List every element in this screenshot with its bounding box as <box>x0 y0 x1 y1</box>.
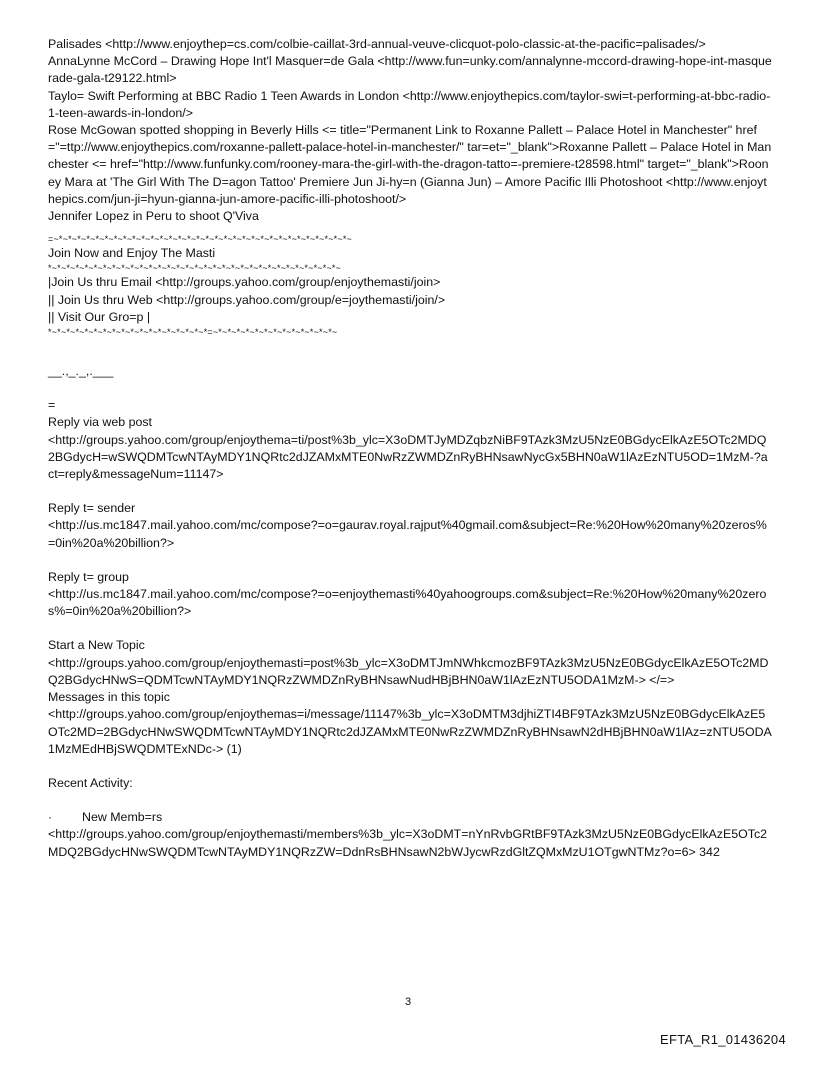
reply-web-link[interactable]: <http://groups.yahoo.com/group/enjoythema=ti/post%3b_ylc=X3oDMTJyMDZqbzNiBF9TAzk3MzU5NzE0BGdycElkAzE5OTc2MDQ2BGdycH=wSWQDMTcwNTAyMDY1NQRtc2dJZAMxMTE0NwRzZWMDZnRyBHNsawNycGx5BHN0aW1lAzEzNTU5OD=1MzM-?act=reply&messageNum=11147> <box>48 432 768 482</box>
new-topic-link[interactable]: <http://groups.yahoo.com/group/enjoythemasti=post%3b_ylc=X3oDMTJmNWhkcmozBF9TAzk3MzU5NzE0BGdycElkAzE5OTc2MDQ2BGdycHNwS=QDMTcwNTAyMDY1NQRzZWMDZnRyBHNsawNudHBjBHN0aW1lAzEzNTU5ODA1MzM-> </=> <box>48 655 769 687</box>
reply-web-label: Reply via web post <box>48 415 152 430</box>
bullet-icon: · <box>48 810 53 825</box>
separator-line: __.,_._,.___ <box>48 364 114 379</box>
new-members-label: New Memb=rs <box>82 810 163 825</box>
join-email-line: |Join Us thru Email <http://groups.yahoo.com/group/enjoythemasti/join> <box>48 275 441 290</box>
new-members-item <box>48 809 772 826</box>
document-id: EFTA_R1_01436204 <box>660 1032 786 1047</box>
equals-line: = <box>48 398 56 413</box>
reply-group-label: Reply t= group <box>48 569 129 584</box>
star-divider: *~*~*~*~*~*~*~*~*~*~*~*~*~*~*~*~*~*~*~*~*~*~*~*~*~*~*~*~*~*~*~*~ <box>48 263 342 274</box>
page-number: 3 <box>404 996 412 1008</box>
new-topic-label: Start a New Topic <box>48 638 145 653</box>
recent-activity-label: Recent Activity: <box>48 775 133 790</box>
join-title: Join Now and Enjoy The Masti <box>48 246 216 261</box>
star-divider: *~*~*~*~*~*~*~*~*~*~*~*~*~*~*~*~*~*=~*~*~*~*~*~*~*~*~*~*~*~*~*~ <box>48 327 338 338</box>
reply-sender-label: Reply t= sender <box>48 501 136 516</box>
reply-sender-link[interactable]: <http://us.mc1847.mail.yahoo.com/mc/compose?=o=gaurav.royal.rajput%40gmail.com&subject=Re:%20How%20many%20zeros%=0in%20a%20billion?> <box>48 518 767 550</box>
star-divider: =~*~*~*~*~*~*~*~*~*~*~*~*~*~*~*~*~*~*~*~*~*~*~*~*~*~*~*~*~*~*~*~*~ <box>48 234 352 245</box>
text-line: Jennifer Lopez in Peru to shoot Q'Viva <box>48 209 259 224</box>
messages-label: Messages in this topic <box>48 690 170 705</box>
reply-group-link[interactable]: <http://us.mc1847.mail.yahoo.com/mc/compose?=o=enjoythemasti%40yahoogroups.com&subject=Re:%20How%20many%20zeros%=0in%20a%20billion?> <box>48 587 767 619</box>
text-line: Rose McGowan spotted shopping in Beverly Hills <= title="Permanent Link to Roxanne Pallett – Palace Hotel in Manchester" href="=ttp://www.enjoythepics.com/roxanne-pallett-palace-hotel-in-manchester/" tar=et="_blank">Roxanne Pallett – Palace Hotel in Manchester <= href="http://www.funfunky.com/rooney-mara-the-girl-with-the-dragon-tatto=-premiere-t28598.html" target="_blank">Rooney Mara at 'The Girl With The D=agon Tattoo' Premiere Jun Ji-hy=n (Gianna Jun) – Amore Pacific Illi Photoshoot <http://www.enjoythepics.com/jun-ji=hyun-gianna-jun-amore-pacific-illi-photoshoot/> <box>48 123 772 206</box>
visit-group-line: || Visit Our Gro=p | <box>48 309 151 324</box>
new-members-link[interactable]: <http://groups.yahoo.com/group/enjoythemasti/members%3b_ylc=X3oDMT=nYnRvbGRtBF9TAzk3MzU5NzE0BGdycElkAzE5OTc2MDQ2BGdycHNwSWQDMTcwNTAyMDY1NQRzZW=DdnRsBHNsawN2bWJycwRzdGltZQMxMzU1OTgwNTMz?o=6> 342 <box>48 827 768 859</box>
text-line: Taylo= Swift Performing at BBC Radio 1 Teen Awards in London <http://www.enjoythepics.com/taylor-swi=t-performing-at-bbc-radio-1-teen-awards-in-london/> <box>48 88 771 120</box>
text-line: Palisades <http://www.enjoythep=cs.com/colbie-caillat-3rd-annual-veuve-clicquot-polo-classic-at-the-pacific=palisades/> <box>48 37 706 51</box>
join-web-line: || Join Us thru Web <http://groups.yahoo.com/group/e=joythemasti/join/> <box>48 292 446 307</box>
text-line: AnnaLynne McCord – Drawing Hope Int'l Masquer=de Gala <http://www.fun=unky.com/annalynne-mccord-drawing-hope-int-masquerade-gala-t29122.html> <box>48 54 772 86</box>
document-body <box>48 36 772 861</box>
messages-link[interactable]: <http://groups.yahoo.com/group/enjoythemas=i/message/11147%3b_ylc=X3oDMTM3djhiZTI4BF9TAzk3MzU5NzE0BGdycElkAzE5OTc2MD=2BGdycHNwSWQDMTcwNTAyMDY1NQRtc2dJZAMxMTE0NwRzZWMDZnRyBHNsawN2dHBjBHN0aW1lAz=zNTU5ODA1MzMEdHBjSWQDMTExNDc-> (1) <box>48 707 772 756</box>
